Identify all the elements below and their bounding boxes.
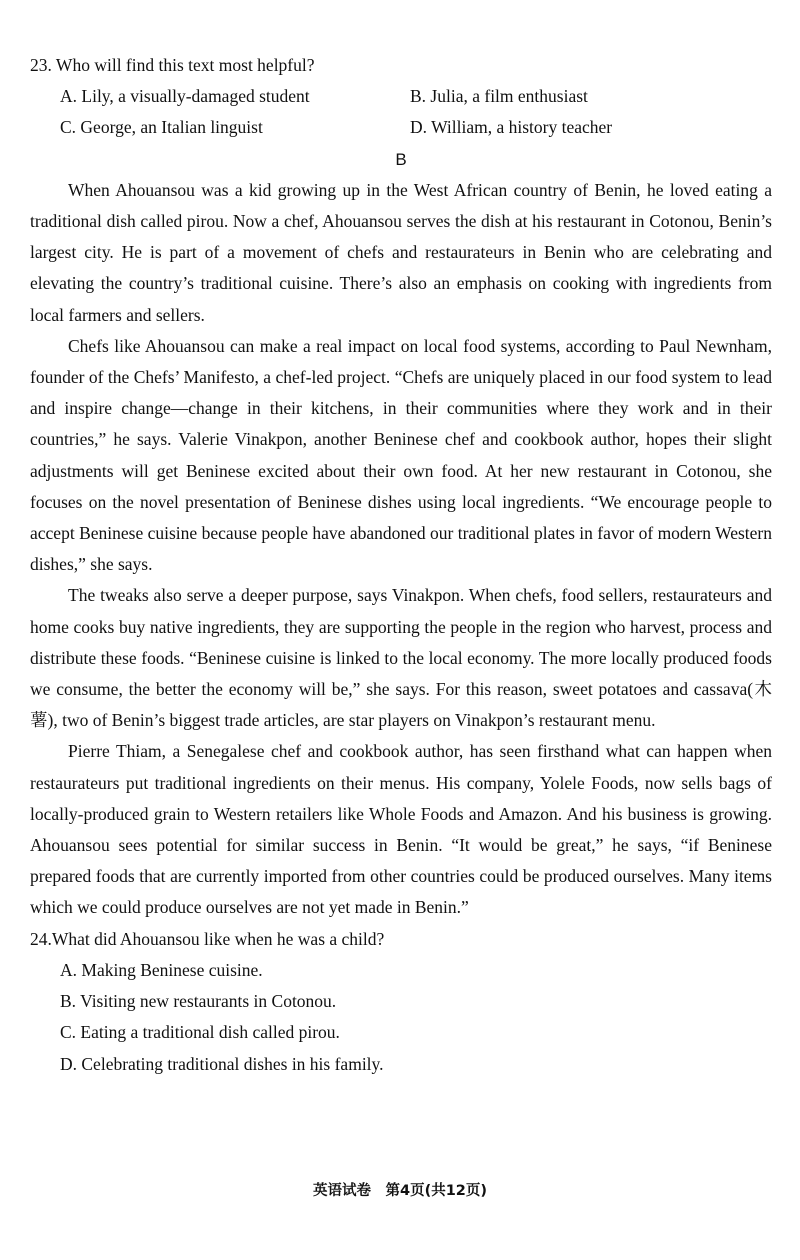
question-23-option-d: D. William, a history teacher xyxy=(410,117,613,138)
question-24-option-b: B. Visiting new restaurants in Cotonou. xyxy=(60,991,337,1012)
passage-paragraph-1: When Ahouansou was a kid growing up in the West African country of Benin, he loved eating a traditional dish called pirou. Now a chef, Ahouansou serves the dish at his restaurant in Cotonou, Benin’s largest city. He is part of a movement of chefs and restaurateurs in Benin who are celebrating and elevating the country’s traditional cuisine. There’s also an emphasis on cooking with ingredients from local farmers and sellers. xyxy=(30,179,772,325)
question-23-option-a: A. Lily, a visually-damaged student xyxy=(60,86,310,107)
reading-passage xyxy=(30,175,772,924)
question-24-stem: 24.What did Ahouansou like when he was a child? xyxy=(30,928,385,949)
passage-paragraph-3: The tweaks also serve a deeper purpose, says Vinakpon. When chefs, food sellers, restaurateurs and home cooks buy native ingredients, they are supporting the people in the region who harvest, process and distribute these foods. “Beninese cuisine is linked to the local economy. The more locally produced foods we consume, the better the economy will be,” she says. For this reason, sweet potatoes and cassava(木薯), two of Benin’s biggest trade articles, are star players on Vinakpon’s restaurant menu. xyxy=(30,585,772,731)
question-24-option-d: D. Celebrating traditional dishes in his family. xyxy=(60,1053,384,1074)
page-footer: 英语试卷 第4页(共12页) xyxy=(312,1183,488,1199)
question-23-option-b: B. Julia, a film enthusiast xyxy=(410,86,588,107)
question-24-option-a: A. Making Beninese cuisine. xyxy=(60,959,263,980)
passage-paragraph-2: Chefs like Ahouansou can make a real impact on local food systems, according to Paul Newnham, founder of the Chefs’ Manifesto, a chef-led project. “Chefs are uniquely placed in our food system to lead and inspire change—change in their kitchens, in their communities where they work and in their countries,” he says. Valerie Vinakpon, another Beninese chef and cookbook author, hopes their slight adjustments will get Beninese excited about their own food. At her new restaurant in Cotonou, she focuses on the novel presentation of Beninese dishes using local ingredients. “We encourage people to accept Beninese cuisine because people have abandoned our traditional plates in favor of modern Western dishes,” she says. xyxy=(30,335,772,575)
question-23-options-row-1 xyxy=(30,81,772,112)
question-23-option-c: C. George, an Italian linguist xyxy=(60,117,263,138)
section-heading: B xyxy=(395,149,407,169)
exam-page xyxy=(30,50,772,1080)
question-24-option-c: C. Eating a traditional dish called pirou. xyxy=(60,1022,340,1043)
question-23-stem: 23. Who will find this text most helpful? xyxy=(30,55,315,75)
passage-paragraph-4: Pierre Thiam, a Senegalese chef and cookbook author, has seen firsthand what can happen when restaurateurs put traditional ingredients on their menus. His company, Yolele Foods, now sells bags of locally-produced grain to Western retailers like Whole Foods and Amazon. And his business is growing. Ahouansou sees potential for similar success in Benin. “It would be great,” he says, “if Beninese prepared foods that are currently imported from other countries could be produced ourselves. Many items which we could produce ourselves are not yet made in Benin.” xyxy=(30,741,772,918)
question-23-options-row-2 xyxy=(30,112,772,143)
